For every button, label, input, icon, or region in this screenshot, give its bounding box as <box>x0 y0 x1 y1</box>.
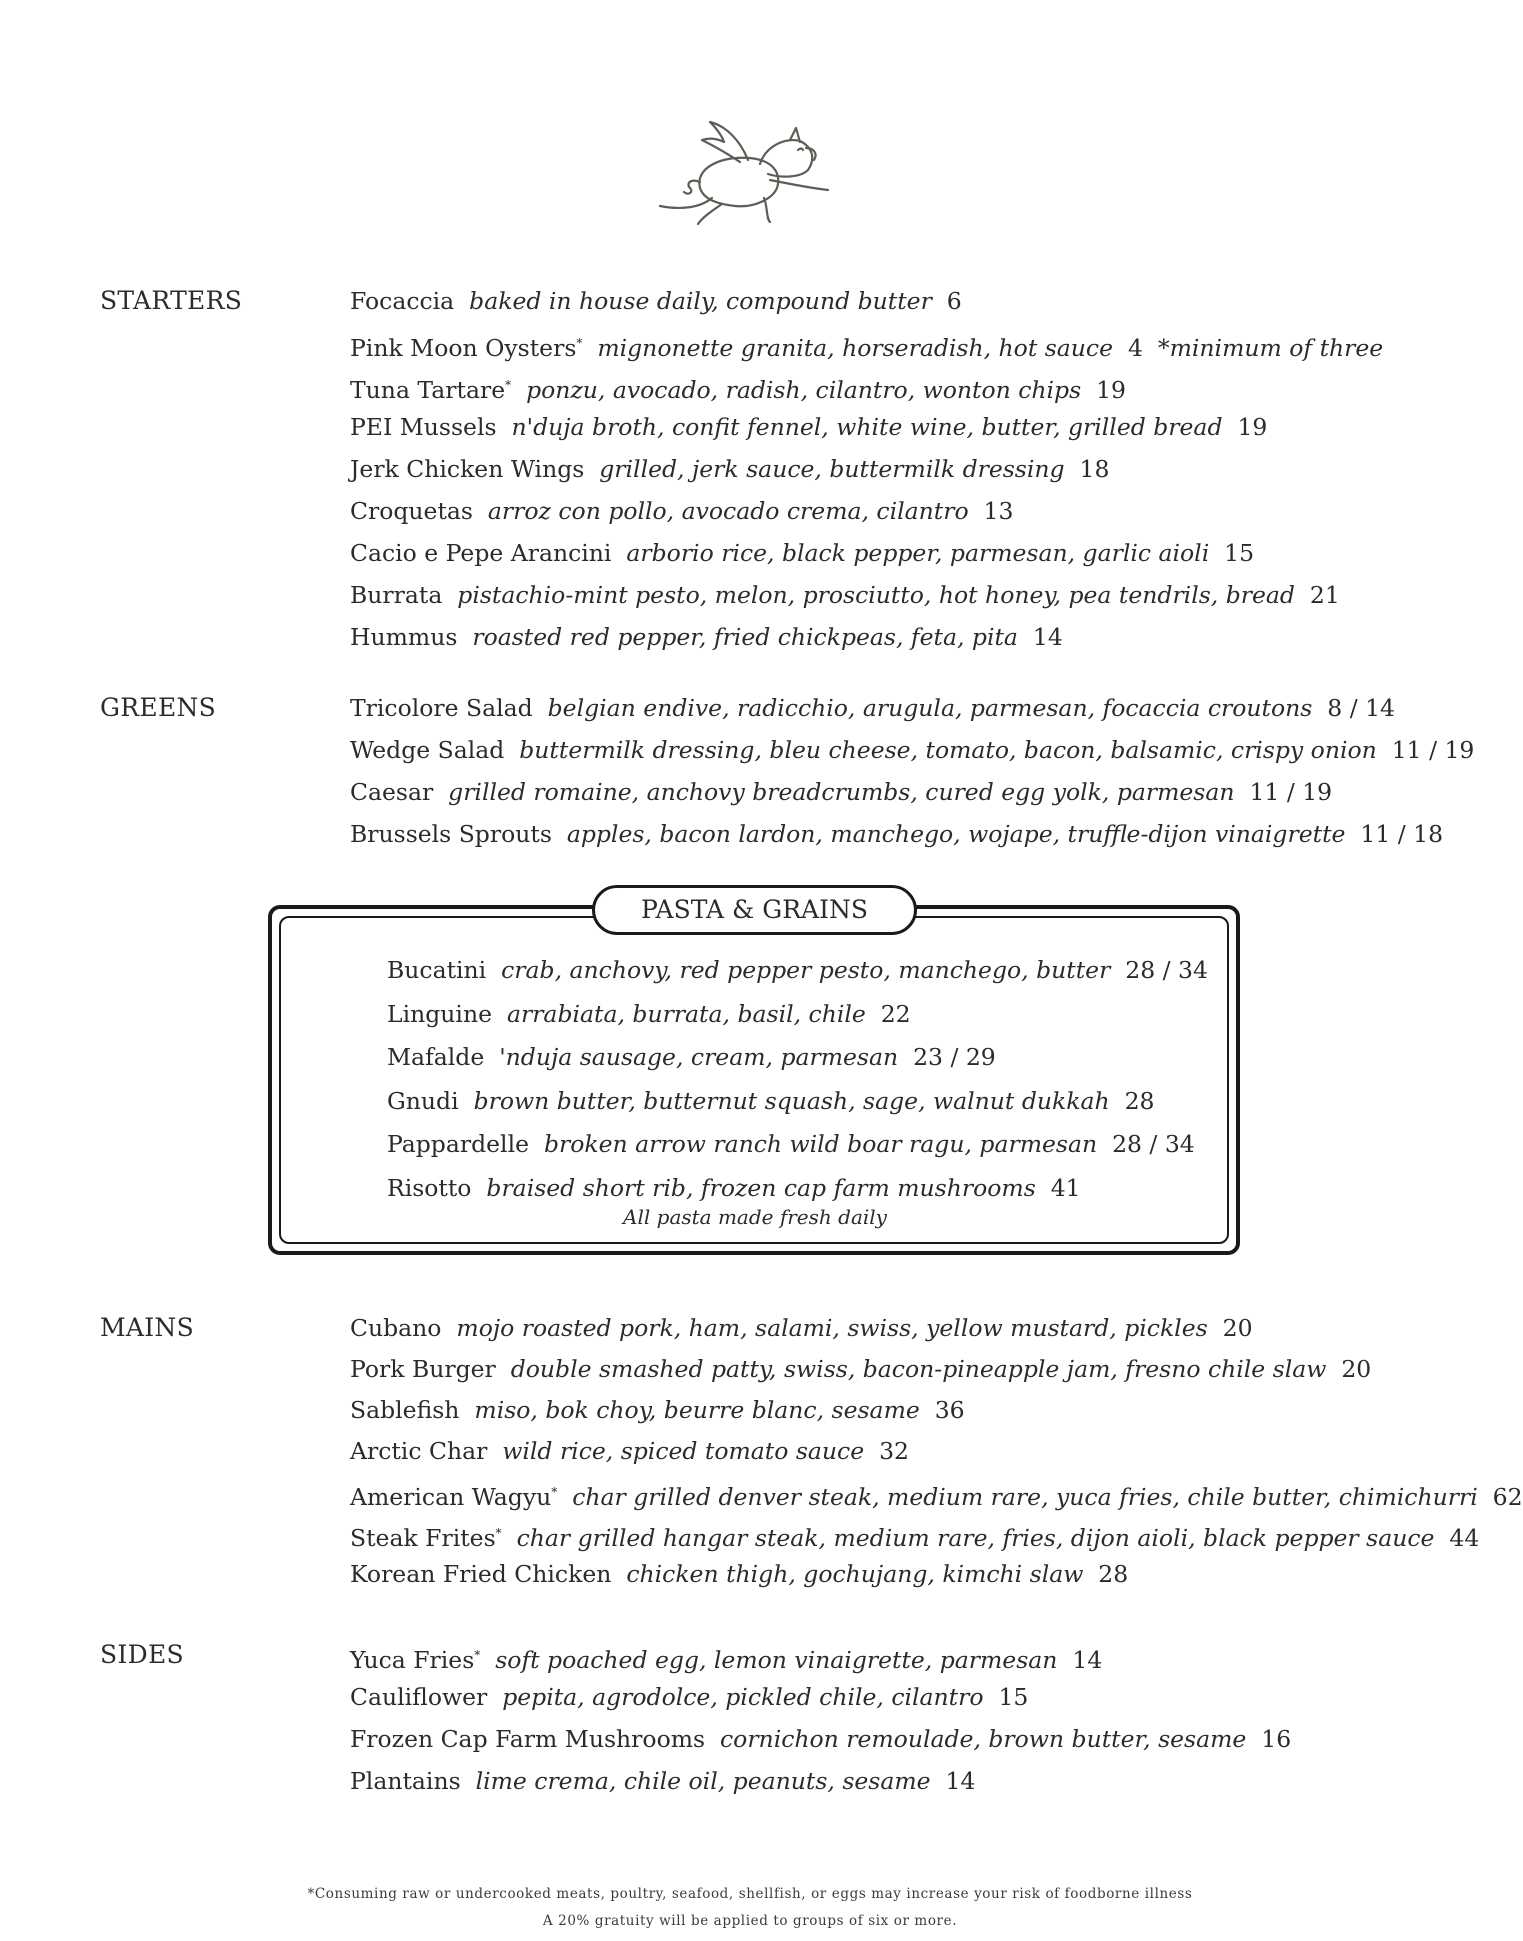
menu-item <box>387 1173 1081 1203</box>
item-name: Brussels Sprouts <box>350 820 552 848</box>
section-label-sides: SIDES <box>100 1640 184 1669</box>
item-description: brown butter, butternut squash, sage, walnut dukkah <box>473 1086 1110 1115</box>
menu-item <box>350 1477 1523 1512</box>
item-name: Tuna Tartare <box>350 375 506 404</box>
item-name: PEI Mussels <box>350 413 497 441</box>
item-price: 14 <box>1072 1645 1103 1674</box>
menu-item <box>350 1766 975 1796</box>
item-price: 28 / 34 <box>1112 1130 1195 1158</box>
menu-item <box>350 1354 1371 1384</box>
item-price: 20 <box>1222 1314 1253 1342</box>
raw-mark: * <box>495 1526 502 1540</box>
section-label-greens: GREENS <box>100 693 217 722</box>
item-description: soft poached egg, lemon vinaigrette, parmesan <box>495 1645 1058 1674</box>
item-name: Steak Frites <box>350 1523 496 1552</box>
menu-item <box>350 496 1013 526</box>
item-name: Plantains <box>350 1767 461 1795</box>
menu-item <box>350 412 1267 442</box>
item-name: Frozen Cap Farm Mushrooms <box>350 1725 706 1753</box>
item-name: Focaccia <box>350 287 455 315</box>
item-price: 14 <box>945 1767 976 1795</box>
item-name: Croquetas <box>350 497 473 525</box>
item-description: arroz con pollo, avocado crema, cilantro <box>487 497 969 525</box>
item-name: Korean Fried Chicken <box>350 1560 612 1588</box>
item-name: Wedge Salad <box>350 736 505 764</box>
item-description: lime crema, chile oil, peanuts, sesame <box>475 1767 931 1795</box>
item-price: 28 / 34 <box>1125 956 1208 984</box>
menu-item <box>350 622 1063 652</box>
item-price: 21 <box>1309 581 1340 609</box>
item-name: Cauliflower <box>350 1683 488 1711</box>
item-description: pistachio-mint pesto, melon, prosciutto, hot honey, pea tendrils, bread <box>457 581 1295 609</box>
item-price: 16 <box>1261 1725 1292 1753</box>
item-name: Hummus <box>350 623 458 651</box>
item-name: Gnudi <box>387 1086 459 1115</box>
menu-item <box>350 538 1254 568</box>
item-description: roasted red pepper, fried chickpeas, feta, pita <box>472 623 1018 651</box>
item-price: 32 <box>879 1437 909 1465</box>
menu-item <box>350 819 1443 849</box>
pasta-note: All pasta made fresh daily <box>623 1205 887 1229</box>
section-label-starters: STARTERS <box>100 286 243 315</box>
item-description: buttermilk dressing, bleu cheese, tomato, bacon, balsamic, crispy onion <box>519 736 1377 764</box>
item-description: crab, anchovy, red pepper pesto, manchego, butter <box>501 956 1111 984</box>
item-name: American Wagyu <box>350 1482 552 1511</box>
item-description: arborio rice, black pepper, parmesan, garlic aioli <box>626 539 1210 567</box>
item-name: Burrata <box>350 581 443 609</box>
item-description: 'nduja sausage, cream, parmesan <box>499 1043 899 1071</box>
menu-item <box>350 286 962 316</box>
menu-item <box>387 1129 1195 1159</box>
menu-item <box>350 1436 909 1466</box>
item-description: char grilled denver steak, medium rare, yuca fries, chile butter, chimichurri <box>572 1482 1478 1511</box>
item-description: miso, bok choy, beurre blanc, sesame <box>474 1396 920 1424</box>
item-description: grilled romaine, anchovy breadcrumbs, cured egg yolk, parmesan <box>448 778 1235 806</box>
item-description: arrabiata, burrata, basil, chile <box>506 999 866 1028</box>
item-price: 11 / 18 <box>1360 820 1444 848</box>
item-name: Risotto <box>387 1173 472 1202</box>
section-label-mains: MAINS <box>100 1313 195 1342</box>
menu-item <box>350 328 1383 363</box>
item-note: *minimum of three <box>1157 333 1384 362</box>
item-name: Yuca Fries <box>350 1645 475 1674</box>
menu-item <box>350 1724 1291 1754</box>
item-name: Tricolore Salad <box>350 694 533 722</box>
pasta-section-title: PASTA & GRAINS <box>592 885 917 935</box>
menu-item <box>350 370 1126 405</box>
item-description: grilled, jerk sauce, buttermilk dressing <box>599 455 1065 483</box>
menu-item <box>350 580 1340 610</box>
item-price: 15 <box>1224 539 1255 567</box>
item-description: ponzu, avocado, radish, cilantro, wonton chips <box>526 375 1082 404</box>
item-name: Arctic Char <box>350 1437 488 1465</box>
item-price: 41 <box>1050 1173 1081 1202</box>
item-name: Pappardelle <box>387 1130 529 1158</box>
menu-item <box>350 777 1332 807</box>
item-description: broken arrow ranch wild boar ragu, parmesan <box>543 1130 1098 1158</box>
item-price: 14 <box>1032 623 1063 651</box>
item-price: 36 <box>934 1396 965 1424</box>
item-price: 13 <box>983 497 1014 525</box>
menu-item <box>350 735 1474 765</box>
item-name: Pork Burger <box>350 1355 496 1383</box>
item-description: mojo roasted pork, ham, salami, swiss, yellow mustard, pickles <box>456 1314 1208 1342</box>
raw-mark: * <box>551 1485 558 1499</box>
item-description: apples, bacon lardon, manchego, wojape, truffle-dijon vinaigrette <box>566 820 1346 848</box>
menu-item <box>350 1640 1102 1675</box>
item-name: Cacio e Pepe Arancini <box>350 539 612 567</box>
menu-item <box>350 693 1395 723</box>
menu-item <box>387 955 1208 985</box>
item-name: Bucatini <box>387 956 487 984</box>
item-description: pepita, agrodolce, pickled chile, cilantro <box>502 1683 984 1711</box>
menu-item <box>387 999 911 1029</box>
item-name: Jerk Chicken Wings <box>350 455 585 483</box>
item-price: 22 <box>880 999 911 1028</box>
item-name: Mafalde <box>387 1043 485 1071</box>
menu-item <box>387 1086 1155 1116</box>
item-price: 15 <box>998 1683 1029 1711</box>
item-price: 44 <box>1449 1523 1480 1552</box>
item-price: 28 <box>1098 1560 1129 1588</box>
item-description: braised short rib, frozen cap farm mushrooms <box>486 1173 1036 1202</box>
item-price: 62 <box>1492 1482 1523 1511</box>
item-description: wild rice, spiced tomato sauce <box>502 1437 865 1465</box>
item-price: 19 <box>1096 375 1127 404</box>
item-price: 28 <box>1124 1086 1155 1115</box>
menu-item <box>350 1518 1479 1553</box>
item-name: Caesar <box>350 778 434 806</box>
item-description: baked in house daily, compound butter <box>469 287 932 315</box>
item-description: double smashed patty, swiss, bacon-pineapple jam, fresno chile slaw <box>510 1355 1327 1383</box>
item-price: 18 <box>1079 455 1110 483</box>
footer-gratuity: A 20% gratuity will be applied to groups of six or more. <box>542 1913 958 1929</box>
item-price: 8 / 14 <box>1327 694 1395 722</box>
item-price: 23 / 29 <box>913 1043 996 1071</box>
item-price: 19 <box>1237 413 1268 441</box>
raw-mark: * <box>505 378 512 392</box>
item-description: mignonette granita, horseradish, hot sauce <box>597 333 1114 362</box>
item-price: 20 <box>1341 1355 1372 1383</box>
item-description: belgian endive, radicchio, arugula, parmesan, focaccia croutons <box>547 694 1313 722</box>
menu-item <box>350 454 1109 484</box>
item-name: Pink Moon Oysters <box>350 333 577 362</box>
menu-item <box>350 1682 1028 1712</box>
menu-item <box>350 1559 1128 1589</box>
flying-pig-icon <box>640 118 840 228</box>
item-price: 6 <box>946 287 962 315</box>
item-price: 4 <box>1127 333 1143 362</box>
item-description: n'duja broth, confit fennel, white wine, butter, grilled bread <box>511 413 1223 441</box>
menu-item <box>350 1313 1253 1343</box>
item-description: cornichon remoulade, brown butter, sesame <box>720 1725 1247 1753</box>
item-name: Sablefish <box>350 1396 460 1424</box>
item-name: Cubano <box>350 1314 442 1342</box>
footer-disclaimer: *Consuming raw or undercooked meats, poultry, seafood, shellfish, or eggs may increase your risk of foodborne illness <box>307 1886 1193 1902</box>
item-description: char grilled hangar steak, medium rare, fries, dijon aioli, black pepper sauce <box>516 1523 1435 1552</box>
menu-item <box>387 1042 996 1072</box>
item-price: 11 / 19 <box>1391 736 1475 764</box>
raw-mark: * <box>474 1648 481 1662</box>
item-name: Linguine <box>387 999 492 1028</box>
menu-item <box>350 1395 965 1425</box>
raw-mark: * <box>576 336 583 350</box>
item-price: 11 / 19 <box>1249 778 1333 806</box>
item-description: chicken thigh, gochujang, kimchi slaw <box>626 1560 1084 1588</box>
